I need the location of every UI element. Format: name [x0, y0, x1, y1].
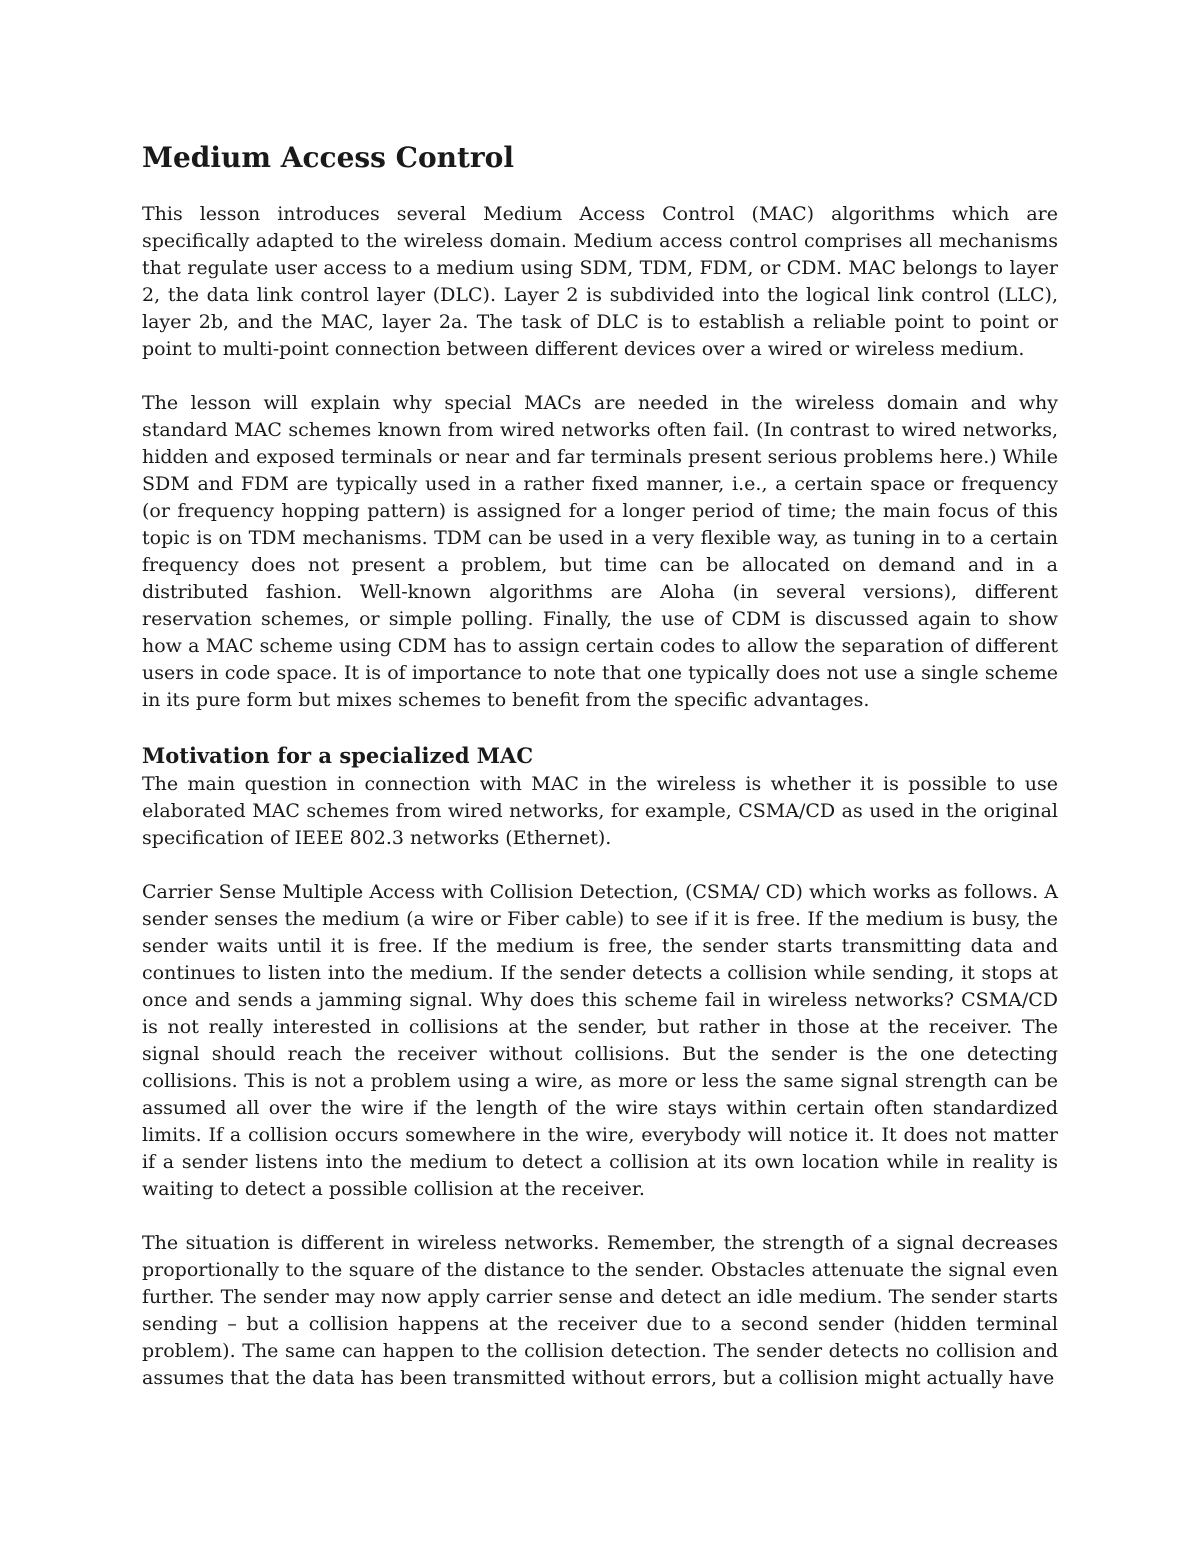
section-paragraph-3: The situation is different in wireless networks. Remember, the strength of a signal decreases proportionally to the square of the distance to the sender. Obstacles attenuate the signal even further. The sender may now apply carrier sense and detect an idle medium. The sender starts sending – but a collision happens at the receiver due to a second sender (hidden terminal problem). The same can happen to the collision detection. The sender detects no collision and assumes that the data has been transmitted without errors, but a collision might actually have [142, 1232, 1058, 1389]
section-paragraph-2: Carrier Sense Multiple Access with Collision Detection, (CSMA/ CD) which works as follows. A sender senses the medium (a wire or Fiber cable) to see if it is free. If the medium is busy, the sender waits until it is free. If the medium is free, the sender starts transmitting data and continues to listen into the medium. If the sender detects a collision while sending, it stops at once and sends a jamming signal. Why does this scheme fail in wireless networks? CSMA/CD is not really interested in collisions at the sender, but rather in those at the receiver. The signal should reach the receiver without collisions. But the sender is the one detecting collisions. This is not a problem using a wire, as more or less the same signal strength can be assumed all over the wire if the length of the wire stays within certain often standardized limits. If a collision occurs somewhere in the wire, everybody will notice it. It does not matter if a sender listens into the medium to detect a collision at its own location while in reality is waiting to detect a possible collision at the receiver. [142, 881, 1058, 1200]
intro-paragraph-2: The lesson will explain why special MACs are needed in the wireless domain and why standard MAC schemes known from wired networks often fail. (In contrast to wired networks, hidden and exposed terminals or near and far terminals present serious problems here.) While SDM and FDM are typically used in a rather fixed manner, i.e., a certain space or frequency (or frequency hopping pattern) is assigned for a longer period of time; the main focus of this topic is on TDM mechanisms. TDM can be used in a very flexible way, as tuning in to a certain frequency does not present a problem, but time can be allocated on demand and in a distributed fashion. Well-known algorithms are Aloha (in several versions), different reservation schemes, or simple polling. Finally, the use of CDM is discussed again to show how a MAC scheme using CDM has to assign certain codes to allow the separation of different users in code space. It is of importance to note that one typically does not use a single scheme in its pure form but mixes schemes to benefit from the specific advantages. [142, 392, 1058, 711]
section-heading-motivation: Motivation for a specialized MAC [142, 743, 534, 768]
section-paragraph-1: The main question in connection with MAC in the wireless is whether it is possible to use elaborated MAC schemes from wired networks, for example, CSMA/CD as used in the original specification of IEEE 802.3 networks (Ethernet). [142, 773, 1058, 849]
page-title: Medium Access Control [142, 141, 514, 174]
document-page [142, 140, 1058, 1419]
intro-paragraph-1: This lesson introduces several Medium Access Control (MAC) algorithms which are specifically adapted to the wireless domain. Medium access control comprises all mechanisms that regulate user access to a medium using SDM, TDM, FDM, or CDM. MAC belongs to layer 2, the data link control layer (DLC). Layer 2 is subdivided into the logical link control (LLC), layer 2b, and the MAC, layer 2a. The task of DLC is to establish a reliable point to point or point to multi-point connection between different devices over a wired or wireless medium. [142, 203, 1058, 360]
